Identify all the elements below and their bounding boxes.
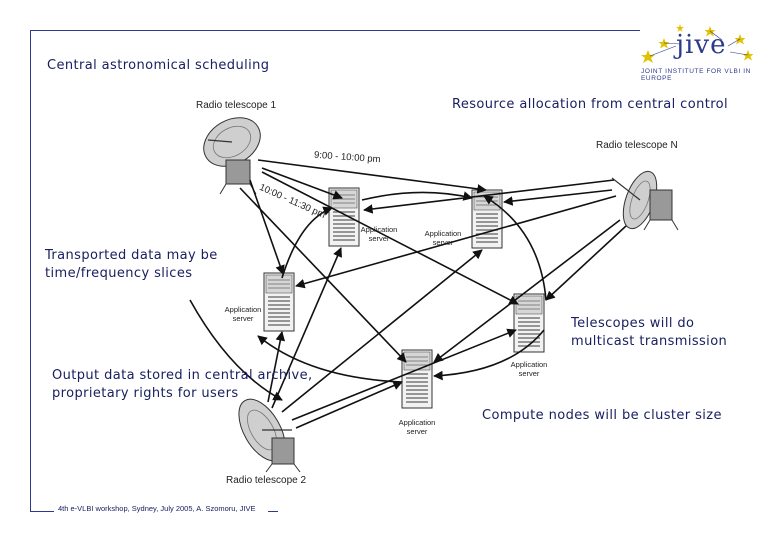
note-compute: Compute nodes will be cluster size (482, 408, 722, 423)
server-3-label: Application server (224, 305, 262, 323)
jive-logo-subtitle: JOINT INSTITUTE FOR VLBI IN EUROPE (641, 68, 751, 82)
radio-telescope-2-icon (229, 392, 300, 472)
note-transported: Transported data may be time/frequency slices (45, 248, 218, 281)
server-2-label: Application server (424, 229, 462, 247)
application-server-3-icon (264, 273, 294, 331)
server-4-label: Application server (510, 360, 548, 378)
note-output: Output data stored in central archive, proprietary rights for users (52, 368, 313, 401)
server-5-label: Application server (398, 418, 436, 436)
time-slot-1-label: 9:00 - 10:00 pm (313, 149, 381, 166)
telescope-2-label: Radio telescope 2 (226, 475, 307, 486)
note-multicast: Telescopes will do multicast transmission (571, 316, 728, 349)
note-scheduling: Central astronomical scheduling (47, 58, 270, 73)
telescope-1-label: Radio telescope 1 (196, 100, 277, 111)
note-resource: Resource allocation from central control (452, 97, 729, 112)
application-server-4-icon (514, 294, 544, 352)
footer-text: 4th e-VLBI workshop, Sydney, July 2005, A. Szomoru, JIVE (58, 504, 256, 513)
time-slot-2-label: 10:00 - 11:30 pm (257, 182, 327, 221)
application-server-1-icon (329, 188, 359, 246)
radio-telescope-1-icon (195, 108, 269, 194)
radio-telescope-n-icon (612, 167, 678, 233)
application-server-5-icon (402, 350, 432, 408)
telescope-n-label: Radio telescope N (596, 140, 678, 151)
jive-logo: jive (676, 30, 727, 60)
server-1-label: Application server (360, 225, 398, 243)
